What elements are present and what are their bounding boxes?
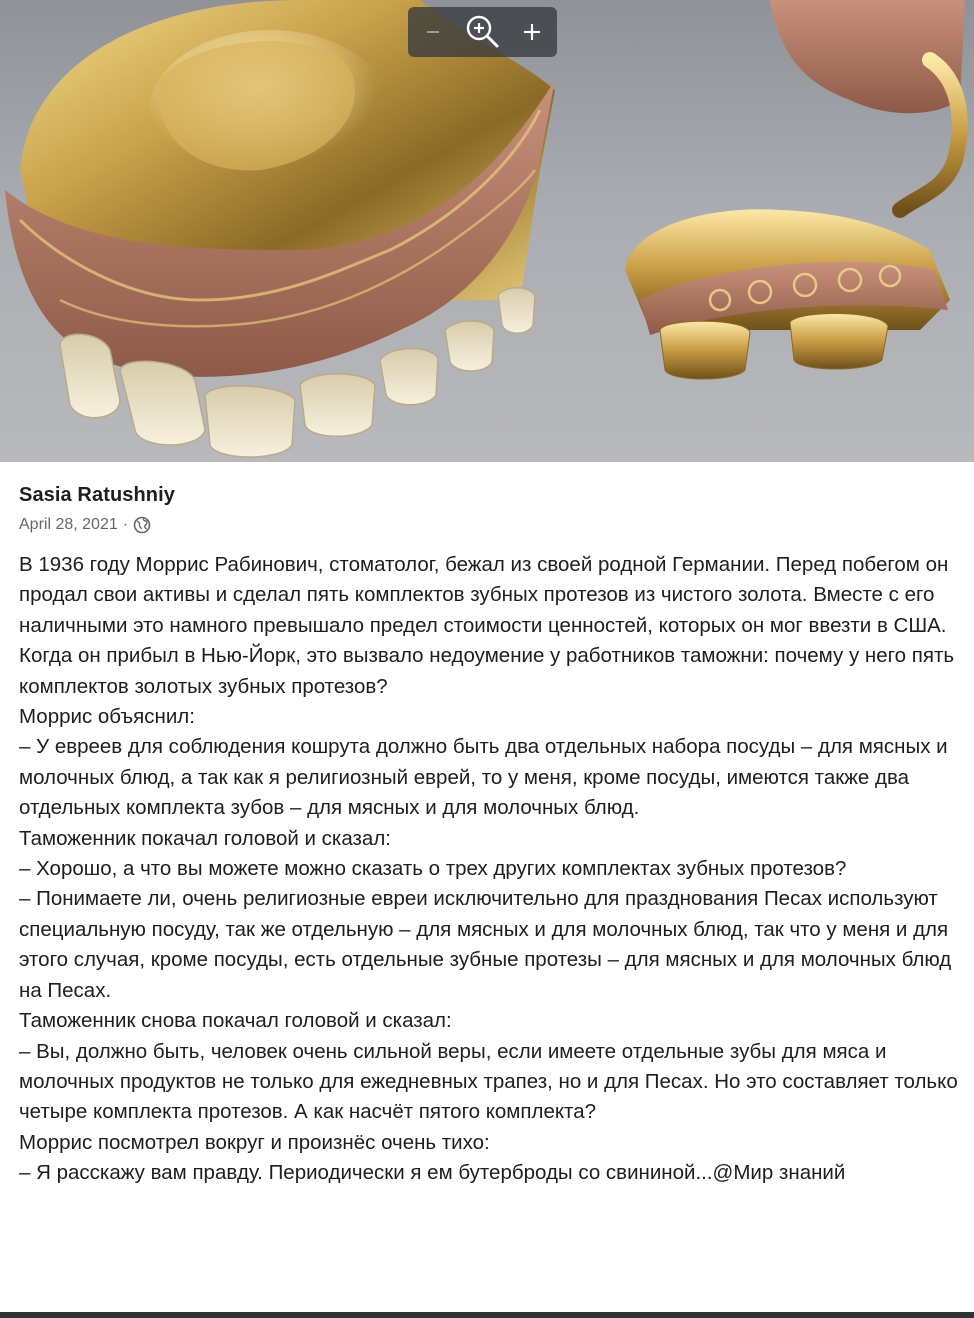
post-date[interactable]: April 28, 2021 <box>19 516 118 533</box>
post-photo[interactable] <box>0 0 974 462</box>
window-bottom-edge <box>0 1312 974 1318</box>
post-meta <box>19 514 151 536</box>
post-paragraph: Когда он прибыл в Нью-Йорк, это вызвало недоумение у работников таможни: почему у него пять комплектов золотых зубных протезов? <box>19 644 955 698</box>
zoom-in-button[interactable] <box>512 12 552 52</box>
minus-icon <box>424 23 442 41</box>
post-paragraph: – Понимаете ли, очень религиозные евреи исключительно для празднования Песах используют специальную посуду, так же отдельную – для мясных и для молочных блюд, так что у меня и для этого случая, кроме посуды, есть отдельные зубные протезы – для мясных и для молочных блюд на Песах. <box>19 887 952 1002</box>
post-paragraph: Моррис посмотрел вокруг и произнёс очень тихо: <box>19 1130 490 1154</box>
post-paragraph: – У евреев для соблюдения кошрута должно быть два отдельных набора посуды – для мясных и молочных блюд, а так как я религиозный еврей, то у меня, кроме посуды, имеются также два отдельных комплекта зубов – для мясных и для молочных блюд. <box>19 735 948 820</box>
post-text <box>19 550 964 1189</box>
plus-icon <box>521 21 543 43</box>
magnifier-plus-icon <box>463 13 501 51</box>
gold-dentures-image <box>0 0 974 462</box>
meta-separator: · <box>122 516 129 533</box>
post-card <box>0 462 974 1312</box>
globe-icon[interactable] <box>133 516 151 534</box>
zoom-toggle-button[interactable] <box>462 12 502 52</box>
post-paragraph: В 1936 году Моррис Рабинович, стоматолог, бежал из своей родной Германии. Перед побегом он продал свои активы и сделал пять комплектов зубных протезов из чистого золота. Вместе с его наличными это намного превышало предел стоимости ценностей, которых он мог ввезти в США. <box>19 553 949 637</box>
post-author-name[interactable]: Sasia Ratushniy <box>19 484 176 506</box>
post-paragraph: – Вы, должно быть, человек очень сильной веры, если имеете отдельные зубы для мяса и молочных продуктов не только для ежедневных трапез, но и для Песах. Но это составляет только четыре комплекта протезов. А как насчёт пятого комплекта? <box>19 1039 958 1124</box>
zoom-out-button[interactable] <box>413 12 453 52</box>
zoom-controls <box>408 7 557 57</box>
post-paragraph: – Я расскажу вам правду. Периодически я ем бутерброды со свининой...@Мир знаний <box>19 1161 846 1185</box>
post-paragraph: Таможенник снова покачал головой и сказал: <box>19 1009 452 1033</box>
post-paragraph: Моррис объяснил: <box>19 705 195 729</box>
post-paragraph: Таможенник покачал головой и сказал: <box>19 826 391 850</box>
post-paragraph: – Хорошо, а что вы можете можно сказать о трех других комплектах зубных протезов? <box>19 857 847 881</box>
